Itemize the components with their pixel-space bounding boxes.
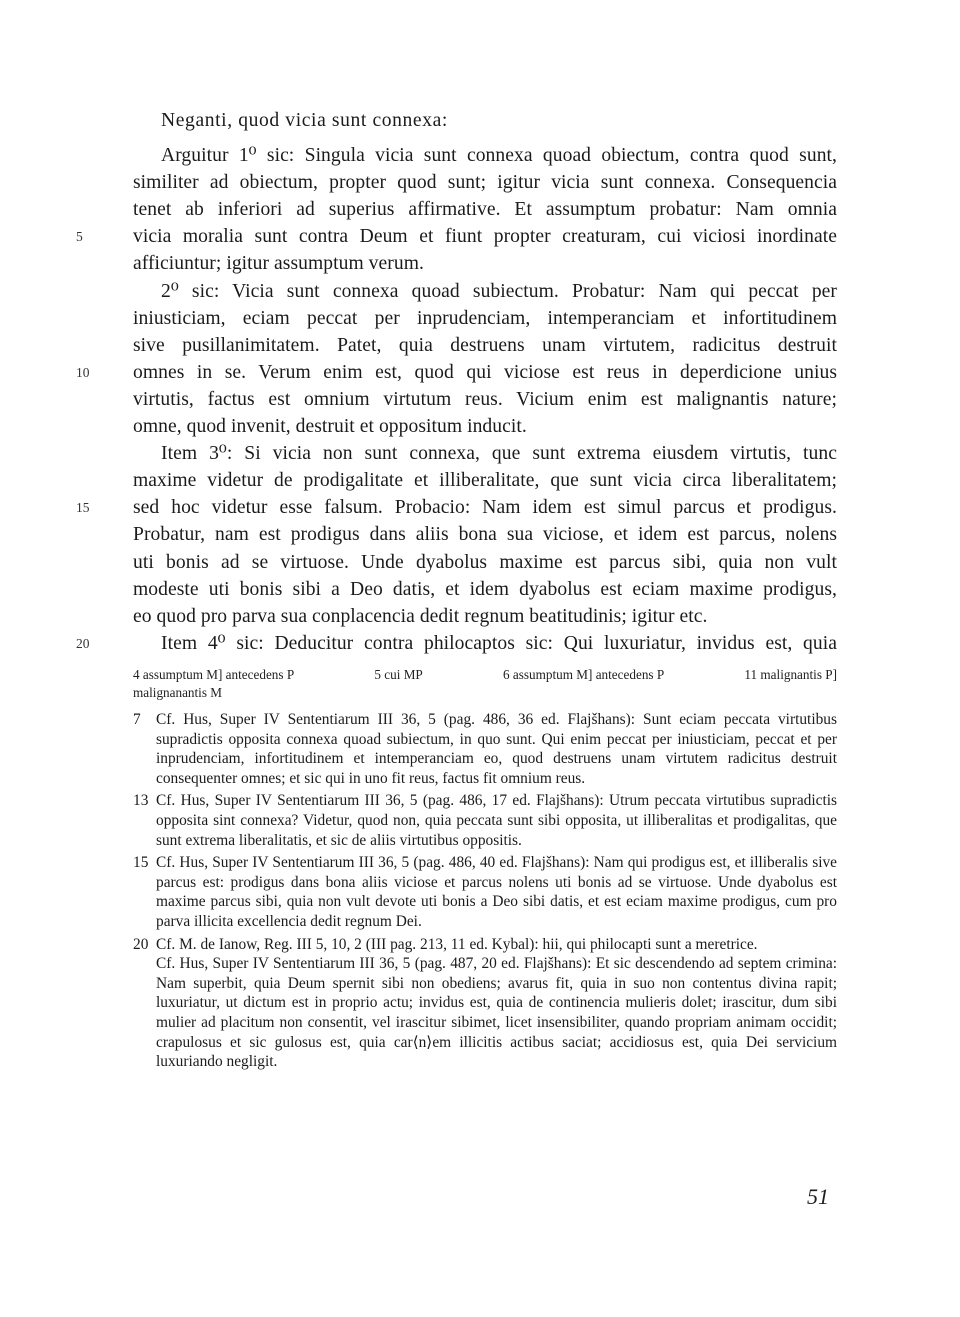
note-line-ref: 15 (133, 854, 149, 872)
apparatus-entry: 5 cui MP (374, 667, 423, 682)
text-line (133, 332, 837, 359)
note-text: Cf. M. de Ianow, Reg. III 5, 10, 2 (III pag. 213, 11 ed. Kybal): hii, qui philocapti sunt a meretrice. (156, 935, 758, 953)
line-text: uti bonis ad se virtuose. Unde dyabolus maxime est parcus sibi, quia non vult (133, 551, 837, 573)
note-text: Cf. Hus, Super IV Sententiarum III 36, 5 (pag. 487, 20 ed. Flajšhans): Et sic descendendo ad septem crimina: Nam superbit, quia Deum spernit sibi non obediens; avarus fit, quia in suo non contentus divina rapit; luxuriatur, ut dictum est in proprio actu; invidus est, quia de continencia mulieris dolet; irascitur, dum sibi mulier ad placitum non consentit, vel irascitur sibimet, licet insensibiliter, quando propriam animam occidit; crapulosus et sic gulosus est, quia car⟨n⟩em illicitis actibus saciat; accidiosus est, quia Dei servicium luxuriando negligit. (156, 955, 837, 1071)
source-note (133, 791, 837, 850)
text-line (133, 467, 837, 494)
text-line (133, 576, 837, 603)
text-line (133, 305, 837, 332)
text-line (76, 630, 837, 657)
line-text: sive pusillanimitatem. Patet, quia destruens unam virtutem, radicitus destruit (133, 334, 837, 356)
section-heading: Neganti, quod vicia sunt connexa: (161, 110, 448, 131)
text-line (133, 440, 837, 467)
apparatus-row (133, 666, 837, 684)
line-text: modeste uti bonis sibi a Deo datis, et idem dyabolus est eciam maxime prodigus, (133, 578, 837, 600)
line-text: omnes in se. Verum enim est, quod qui viciose est reus in deperdicione unius (133, 361, 837, 383)
line-text: sed hoc videtur esse falsum. Probacio: Nam idem est simul parcus et prodigus. (133, 497, 837, 519)
line-text: vicia moralia sunt contra Deum et fiunt propter creaturam, cui viciosi inordinate (133, 226, 837, 248)
main-text (76, 101, 837, 657)
note-text: Cf. Hus, Super IV Sententiarum III 36, 5 (pag. 486, 36 ed. Flajšhans): Sunt eciam peccata virtutibus supradictis opposita connexa quoad subiectum, in quo sunt. Qui enim peccat per iniusticiam, peccat et per inprudenciam, infortitudinem et intemperanciam eo, quod destruens unam virtutem radicitus destruit consequenter omnes; et sic qui in uno fit reus, factus fit omnium reus. (156, 711, 837, 787)
line-text: Arguitur 1⁰ sic: Singula vicia sunt connexa quoad obiectum, contra quod sunt, (161, 145, 837, 167)
line-text: eo quod pro parva sua conplacencia dedit regnum beatitudinis; igitur etc. (133, 605, 708, 627)
text-line (133, 169, 837, 196)
line-text: afficiuntur; igitur assumptum verum. (133, 253, 424, 275)
text-line (133, 549, 837, 576)
text-line (133, 413, 837, 440)
note-text: Cf. Hus, Super IV Sententiarum III 36, 5 (pag. 486, 40 ed. Flajšhans): Nam qui prodigus est, et illiberalis sive parcus est: prodigus dans bona aliis viciose et parcus nolens uti bonis ad se virtuose. Unde dyabolus est maxime parcus sibi, quia non vult devote uti bonis a Deo sibi datis, et est eciam maxime prodigus, cum pro parva illicita excellencia dedit regnum Dei. (156, 854, 837, 930)
line-text: virtutis, factus est omnium virtutum reus. Vicium enim est malignantis nature; (133, 388, 837, 410)
text-line (76, 494, 837, 521)
line-number: 15 (76, 500, 90, 516)
note-line-ref: 7 (133, 711, 141, 728)
apparatus-entry: 4 assumptum M] antecedens P (133, 667, 295, 682)
source-note (133, 935, 837, 1072)
text-line (133, 603, 837, 630)
apparatus-continuation: malignanantis M (133, 685, 223, 700)
note-line-ref: 20 (133, 935, 149, 953)
line-number: 5 (76, 229, 83, 245)
source-notes (133, 710, 837, 1075)
text-line (133, 386, 837, 413)
page-number: 51 (807, 1184, 829, 1209)
text-line (76, 359, 837, 386)
note-text: Cf. Hus, Super IV Sententiarum III 36, 5 (pag. 486, 17 ed. Flajšhans): Utrum peccata virtutibus supradictis opposita sint connexa? Videtur, quod non, quia peccata sunt sibi opposita, ut illiberalitas et prodigalitas, que sunt extrema liberalitatis, et sic de aliis virtutibus oppositis. (156, 792, 837, 849)
note-line-ref: 13 (133, 792, 149, 810)
text-line (133, 521, 837, 548)
line-text: Item 4⁰ sic: Deducitur contra philocaptos sic: Qui luxuriatur, invidus est, quia (161, 632, 837, 654)
text-line (133, 196, 837, 223)
apparatus-entry: 11 malignantis P] (744, 667, 837, 682)
source-note (133, 853, 837, 931)
text-line (133, 107, 837, 134)
text-line (133, 278, 837, 305)
line-text: omne, quod invenit, destruit et oppositum inducit. (133, 416, 527, 438)
apparatus-entry: 6 assumptum M] antecedens P (503, 667, 665, 682)
text-line (133, 142, 837, 169)
text-line (76, 223, 837, 250)
line-text: 2⁰ sic: Vicia sunt connexa quoad subiectum. Probatur: Nam qui peccat per (161, 280, 837, 302)
line-text: tenet ab inferiori ad superius affirmative. Et assumptum probatur: Nam omnia (133, 199, 837, 221)
line-text: maxime videtur de prodigalitate et illiberalitate, que sunt vicia circa liberalitatem; (133, 470, 837, 492)
text-line (133, 250, 837, 277)
line-number: 10 (76, 364, 90, 380)
source-note (133, 710, 837, 788)
critical-apparatus (133, 666, 837, 702)
line-number: 20 (76, 635, 90, 651)
line-text: Item 3⁰: Si vicia non sunt connexa, que sunt extrema eiusdem virtutis, tunc (161, 443, 837, 465)
line-text: Probatur, nam est prodigus dans aliis bona sua viciose, et idem est parcus, nolens (133, 524, 837, 546)
line-text: iniusticiam, eciam peccat per inprudenciam, intemperanciam et infortitudinem (133, 307, 837, 329)
line-text: similiter ad obiectum, propter quod sunt; igitur vicia sunt connexa. Consequencia (133, 172, 837, 194)
